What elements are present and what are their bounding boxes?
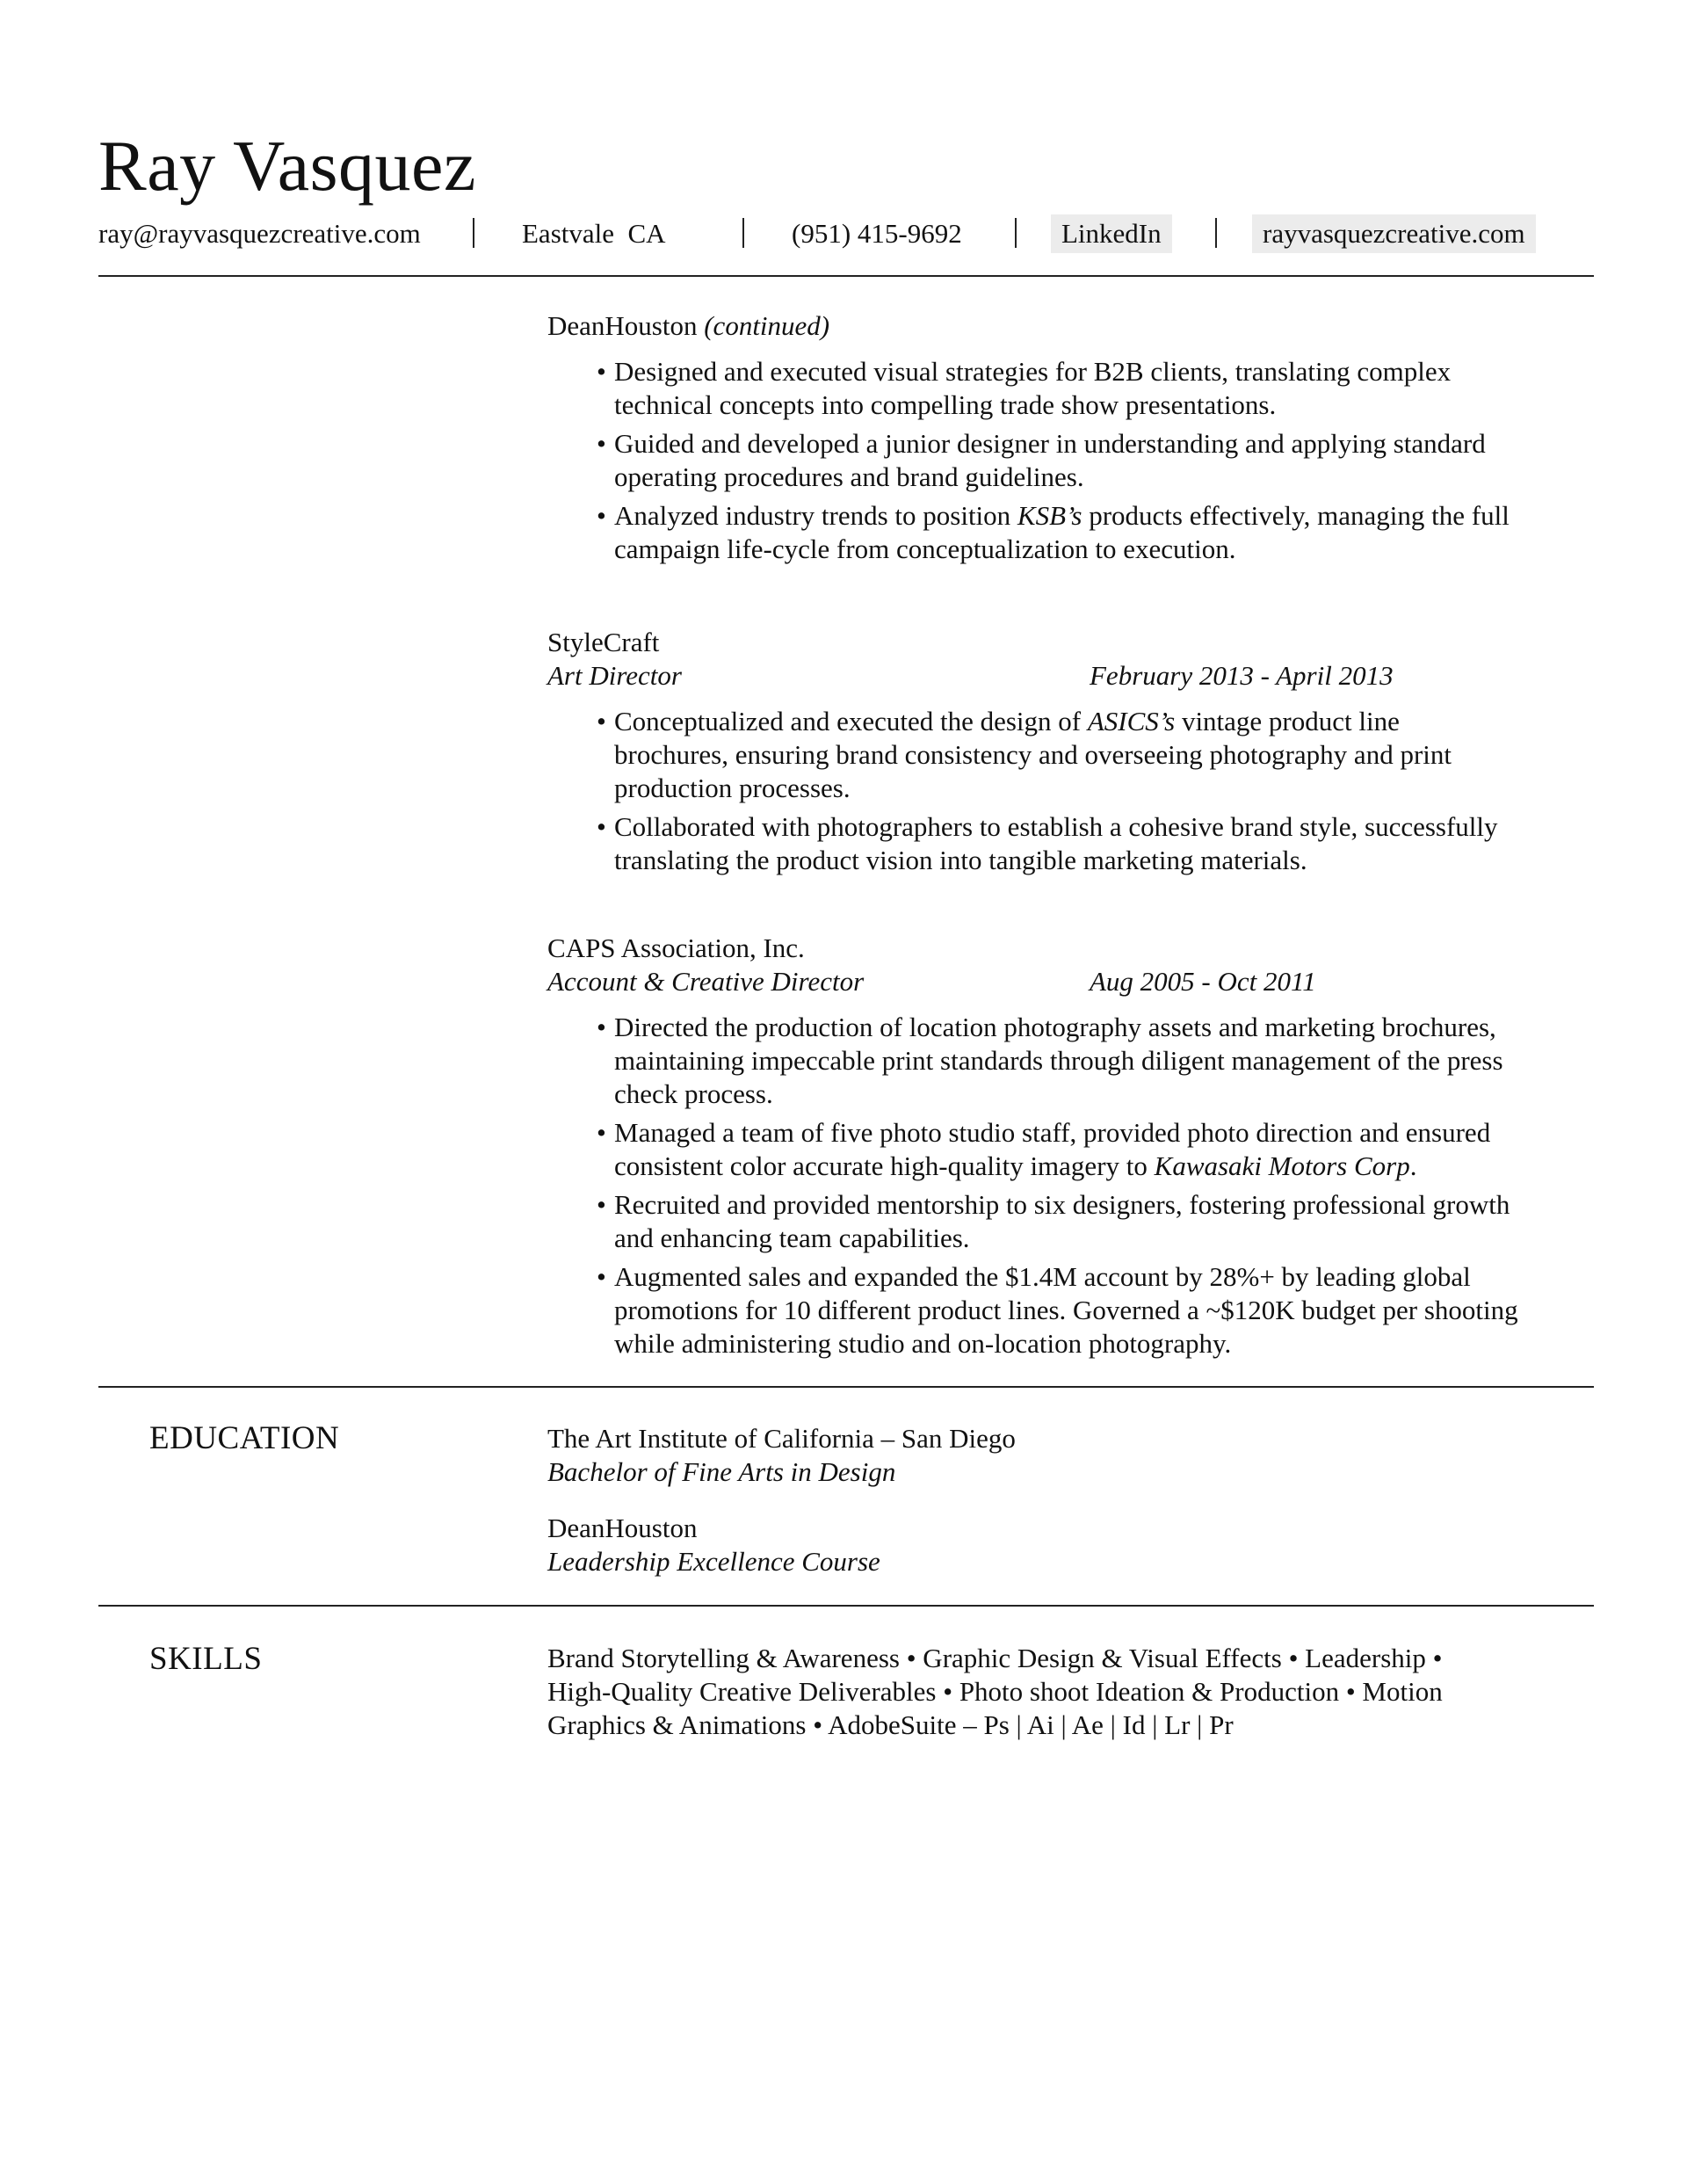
bullet-item: • Designed and executed visual strategies for B2B clients, translating complex technical concepts into compelling trade show presentations. [547, 355, 1519, 422]
bullet-list [547, 355, 1549, 566]
company-name: DeanHouston (continued) [547, 310, 830, 341]
contact-separator [473, 218, 474, 248]
bullet-item: • Conceptualized and executed the design of ASICS’s vintage product line brochures, ensuring brand consistency and overseeing photography and print production processes. [547, 705, 1519, 805]
continued-note: (continued) [704, 310, 830, 341]
bullet-item: • Collaborated with photographers to establish a cohesive brand style, successfully translating the product vision into tangible marketing materials. [547, 810, 1519, 877]
company-name: CAPS Association, Inc. [547, 932, 805, 963]
section-divider [98, 1605, 1594, 1607]
contact-email[interactable]: ray@rayvasquezcreative.com [98, 218, 421, 249]
contact-row [0, 214, 1687, 253]
bullet-item: • Analyzed industry trends to position KSB’s products effectively, managing the full campaign life-cycle from conceptualization to execution. [547, 499, 1519, 566]
skills-heading: SKILLS [149, 1641, 263, 1677]
linkedin-link[interactable]: LinkedIn [1051, 214, 1172, 253]
job-title: Art Director [547, 660, 682, 691]
job-dates: February 2013 - April 2013 [1090, 660, 1394, 691]
bullet-item: • Guided and developed a junior designer in understanding and applying standard operating procedures and brand guidelines. [547, 427, 1519, 494]
job-dates: Aug 2005 - Oct 2011 [1090, 966, 1316, 997]
website-link[interactable]: rayvasquezcreative.com [1252, 214, 1536, 253]
degree-name: Bachelor of Fine Arts in Design [547, 1456, 896, 1487]
experience-deanhouston [547, 309, 1549, 571]
school-name: The Art Institute of California – San Diego [547, 1423, 1016, 1454]
candidate-name: Ray Vasquez [98, 126, 476, 206]
role-row [547, 965, 1549, 998]
contact-separator [1215, 218, 1217, 248]
contact-phone: (951) 415-9692 [792, 218, 962, 249]
experience-stylecraft [547, 626, 1549, 882]
job-title: Account & Creative Director [547, 966, 865, 997]
bullet-item: • Managed a team of five photo studio staff, provided photo direction and ensured consistent color accurate high-quality imagery to Kawasaki Motors Corp. [547, 1116, 1519, 1183]
education-heading: EDUCATION [149, 1420, 340, 1456]
bullet-item: • Recruited and provided mentorship to six designers, fostering professional growth and enhancing team capabilities. [547, 1188, 1519, 1255]
experience-caps [547, 932, 1549, 1366]
education-item [547, 1512, 1549, 1578]
school-name: DeanHouston [547, 1513, 698, 1543]
education-list [547, 1422, 1549, 1578]
degree-name: Leadership Excellence Course [547, 1546, 880, 1577]
role-row [547, 659, 1549, 693]
education-item [547, 1422, 1549, 1489]
contact-location: Eastvale CA [522, 218, 666, 249]
bullet-item: • Directed the production of location photography assets and marketing brochures, maintaining impeccable print standards through diligent management of the press check process. [547, 1011, 1519, 1111]
section-divider [98, 1386, 1594, 1388]
bullet-list [547, 1011, 1549, 1360]
contact-separator [742, 218, 744, 248]
header-divider [98, 275, 1594, 277]
company-name: StyleCraft [547, 627, 660, 657]
contact-separator [1015, 218, 1017, 248]
skills-text: Brand Storytelling & Awareness • Graphic Design & Visual Effects • Leadership • High-Quality Creative Deliverables • Photo shoot Ideation & Production • Motion Graphics & Animations • AdobeSuite – Ps | Ai | Ae | Id | Lr | Pr [547, 1643, 1443, 1740]
bullet-item: • Augmented sales and expanded the $1.4M account by 28%+ by leading global promotions for 10 different product lines. Governed a ~$120K budget per shooting while administering studio and on-location photography. [547, 1260, 1519, 1360]
bullet-list [547, 705, 1549, 877]
